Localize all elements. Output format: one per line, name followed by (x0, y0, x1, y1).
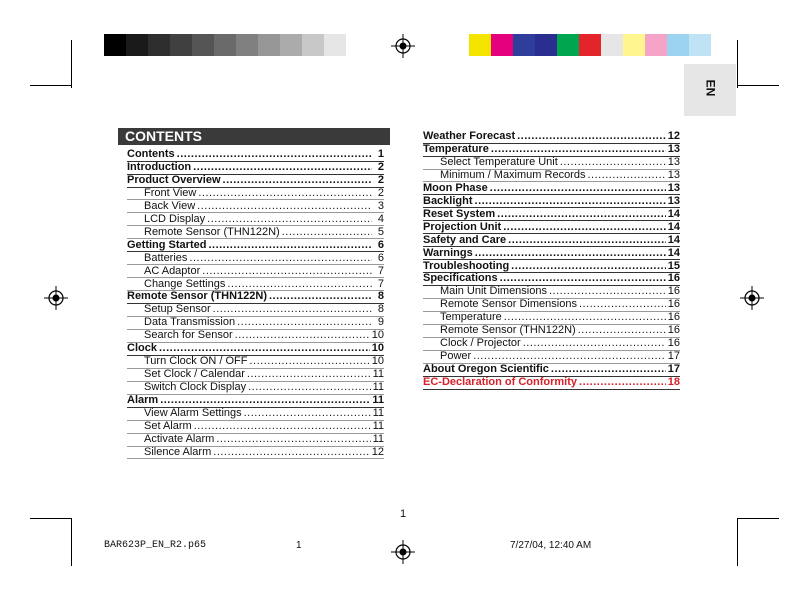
color-swatch (469, 34, 491, 56)
toc-entry-label: Data Transmission (144, 316, 236, 329)
toc-entry[interactable] (423, 234, 680, 247)
color-swatch (104, 34, 126, 56)
toc-entry-label: Main Unit Dimensions (440, 285, 547, 298)
toc-entry-label: Temperature (423, 142, 489, 155)
toc-entry-label: Introduction (127, 160, 192, 173)
toc-leader-dots (517, 130, 666, 143)
registration-mark-icon (391, 34, 415, 58)
toc-entry-page: 11 (372, 394, 384, 407)
toc-entry-page: 14 (667, 220, 680, 233)
toc-entry[interactable] (127, 174, 384, 187)
toc-leader-dots (475, 195, 666, 208)
toc-entry-page: 17 (667, 363, 680, 376)
toc-entry-page: 8 (377, 303, 384, 316)
color-swatch (513, 34, 535, 56)
registration-mark-icon (391, 540, 415, 564)
crop-mark (737, 518, 738, 566)
toc-entry[interactable] (423, 247, 680, 260)
toc-entry-page: 18 (667, 376, 680, 389)
toc-entry[interactable] (440, 337, 680, 350)
color-swatch (557, 34, 579, 56)
toc-entry-label: View Alarm Settings (144, 407, 242, 419)
toc-entry[interactable] (127, 290, 384, 303)
toc-entry-page: 13 (667, 155, 680, 168)
toc-entry[interactable] (144, 381, 384, 394)
language-tab-label: EN (703, 79, 718, 97)
toc-entry[interactable] (144, 226, 384, 239)
color-swatch (601, 34, 623, 56)
toc-entry-page: 3 (377, 199, 384, 212)
toc-entry-page: 7 (377, 277, 384, 290)
crop-mark (737, 518, 779, 519)
toc-entry-label: Set Clock / Calendar (144, 368, 245, 381)
grayscale-bar (104, 34, 346, 56)
toc-entry[interactable] (127, 161, 384, 174)
toc-leader-dots (202, 265, 372, 278)
toc-entry-label: About Oregon Scientific (423, 363, 549, 376)
toc-entry-page: 2 (377, 186, 384, 199)
toc-entry[interactable] (144, 420, 384, 433)
toc-entry[interactable] (144, 368, 384, 381)
toc-leader-dots (579, 376, 666, 389)
toc-entry-page: 16 (667, 298, 680, 311)
toc-entry-page: 16 (667, 311, 680, 324)
toc-entry-page: 16 (667, 337, 680, 350)
toc-entry-label: Weather Forecast (423, 130, 516, 142)
toc-entry[interactable] (423, 272, 680, 285)
toc-entry-label: AC Adaptor (144, 264, 201, 277)
toc-entry-page: 11 (372, 381, 384, 394)
toc-entry[interactable] (440, 311, 680, 324)
toc-entry-page: 1 (377, 148, 384, 160)
toc-entry[interactable] (144, 187, 384, 200)
toc-entry-label: Alarm (127, 394, 159, 407)
toc-entry-page: 16 (667, 324, 680, 337)
toc-entry-page: 6 (377, 251, 384, 264)
toc-entry-label: Projection Unit (423, 220, 502, 233)
toc-entry-page: 9 (377, 316, 384, 329)
crop-mark (737, 85, 779, 86)
toc-entry-page: 5 (377, 225, 384, 238)
language-tab (684, 64, 736, 116)
toc-entry-page: 7 (377, 264, 384, 277)
toc-entry[interactable] (423, 363, 680, 376)
toc-entry-label: Specifications (423, 272, 498, 285)
toc-entry-label: Getting Started (127, 238, 207, 251)
toc-entry-label: Remote Sensor (THN122N) (144, 225, 280, 238)
toc-leader-dots (213, 303, 372, 316)
toc-leader-dots (500, 272, 666, 285)
toc-leader-dots (189, 252, 372, 265)
toc-entry-page: 11 (372, 419, 384, 432)
toc-entry-page: 2 (377, 160, 384, 173)
toc-entry-page: 11 (372, 432, 384, 445)
color-swatch (236, 34, 258, 56)
toc-entry-label: Remote Sensor (THN122N) (127, 290, 267, 303)
page-number: 1 (400, 508, 407, 520)
toc-entry[interactable] (423, 143, 680, 156)
toc-leader-dots (235, 329, 370, 342)
color-swatch (623, 34, 645, 56)
color-swatch (667, 34, 689, 56)
toc-entry[interactable] (144, 446, 384, 459)
toc-entry[interactable] (440, 350, 680, 363)
toc-leader-dots (490, 182, 666, 195)
toc-leader-dots (197, 200, 372, 213)
toc-entry-label: EC-Declaration of Conformity (423, 376, 578, 389)
toc-entry[interactable] (144, 213, 384, 226)
color-swatch (192, 34, 214, 56)
registration-mark-icon (740, 286, 764, 310)
color-swatch (689, 34, 711, 56)
toc-leader-dots (269, 290, 372, 303)
toc-entry-label: Turn Clock ON / OFF (144, 355, 248, 368)
toc-leader-dots (177, 148, 372, 161)
toc-entry[interactable] (144, 252, 384, 265)
toc-entry-label: Safety and Care (423, 233, 507, 246)
toc-entry[interactable] (423, 376, 680, 389)
toc-entry-page: 14 (667, 246, 680, 259)
toc-leader-dots (587, 169, 665, 182)
toc-entry[interactable] (440, 156, 680, 169)
toc-divider (127, 458, 384, 459)
toc-entry[interactable] (127, 394, 384, 407)
toc-entry[interactable] (423, 208, 680, 221)
toc-entry[interactable] (144, 200, 384, 213)
toc-entry-label: Select Temperature Unit (440, 155, 558, 168)
color-swatch (280, 34, 302, 56)
color-swatch (214, 34, 236, 56)
color-swatch (148, 34, 170, 56)
toc-entry-label: Remote Sensor (THN122N) (440, 324, 576, 337)
toc-entry-label: Back View (144, 199, 196, 212)
toc-leader-dots (560, 156, 666, 169)
toc-entry-page: 6 (377, 238, 384, 251)
crop-mark (30, 85, 72, 86)
toc-entry-label: Warnings (423, 246, 473, 259)
toc-entry-page: 17 (667, 350, 680, 363)
toc-entry-label: Clock / Projector (440, 337, 521, 350)
toc-entry[interactable] (423, 260, 680, 273)
toc-leader-dots (194, 420, 371, 433)
toc-entry[interactable] (144, 355, 384, 368)
toc-entry-page: 11 (372, 368, 384, 381)
crop-mark (30, 518, 72, 519)
toc-leader-dots (198, 187, 372, 200)
toc-entry-label: Set Alarm (144, 419, 192, 432)
toc-entry-page: 15 (667, 259, 680, 272)
footer-filename: BAR623P_EN_R2.p65 (104, 540, 207, 551)
toc-entry-label: Activate Alarm (144, 432, 215, 445)
toc-leader-dots (551, 363, 666, 376)
contents-heading: CONTENTS (118, 128, 390, 145)
color-bar (469, 34, 711, 56)
toc-entry-page: 10 (371, 355, 384, 368)
toc-leader-dots (282, 226, 372, 239)
toc-leader-dots (497, 208, 666, 221)
toc-leader-dots (248, 381, 370, 394)
toc-entry[interactable] (440, 324, 680, 337)
toc-leader-dots (511, 260, 666, 273)
toc-leader-dots (208, 239, 372, 252)
toc-entry[interactable] (144, 433, 384, 446)
toc-entry-label: Minimum / Maximum Records (440, 168, 586, 181)
toc-entry[interactable] (423, 221, 680, 234)
toc-entry-page: 8 (377, 290, 384, 303)
color-swatch (302, 34, 324, 56)
toc-entry-label: Temperature (440, 311, 502, 324)
toc-entry-page: 10 (371, 329, 384, 342)
color-swatch (324, 34, 346, 56)
toc-entry-label: LCD Display (144, 212, 206, 225)
toc-entry[interactable] (144, 303, 384, 316)
toc-leader-dots (503, 221, 666, 234)
toc-leader-dots (578, 324, 666, 337)
toc-entry[interactable] (423, 130, 680, 143)
toc-leader-dots (193, 161, 372, 174)
toc-entry-label: Contents (127, 148, 175, 160)
toc-entry-page: 11 (372, 407, 384, 419)
toc-divider (423, 389, 680, 390)
toc-leader-dots (504, 311, 666, 324)
toc-entry-page: 4 (377, 212, 384, 225)
toc-leader-dots (216, 433, 370, 446)
footer-datetime: 7/27/04, 12:40 AM (510, 540, 592, 551)
toc-entry-page: 14 (667, 233, 680, 246)
toc-entry-label: Product Overview (127, 173, 221, 186)
toc-entry[interactable] (423, 182, 680, 195)
toc-entry[interactable] (144, 278, 384, 291)
toc-leader-dots (207, 213, 372, 226)
toc-leader-dots (244, 407, 371, 420)
toc-entry-label: Moon Phase (423, 181, 488, 194)
toc-entry[interactable] (127, 342, 384, 355)
toc-entry[interactable] (144, 329, 384, 342)
toc-entry[interactable] (440, 285, 680, 298)
toc-entry-page: 13 (667, 142, 680, 155)
color-swatch (535, 34, 557, 56)
toc-entry-label: Clock (127, 342, 157, 355)
color-swatch (491, 34, 513, 56)
color-swatch (579, 34, 601, 56)
toc-entry-label: Reset System (423, 207, 496, 220)
toc-entry[interactable] (144, 265, 384, 278)
toc-entry-label: Silence Alarm (144, 445, 212, 458)
toc-entry[interactable] (440, 169, 680, 182)
toc-entry-page: 2 (377, 173, 384, 186)
toc-entry-page: 14 (667, 207, 680, 220)
registration-mark-icon (44, 286, 68, 310)
toc-entry-label: Remote Sensor Dimensions (440, 298, 577, 311)
color-swatch (126, 34, 148, 56)
toc-leader-dots (247, 368, 371, 381)
toc-leader-dots (508, 234, 666, 247)
color-swatch (645, 34, 667, 56)
toc-entry[interactable] (144, 407, 384, 420)
toc-entry-label: Front View (144, 186, 197, 199)
toc-leader-dots (473, 350, 666, 363)
toc-entry-page: 12 (371, 445, 384, 458)
toc-entry-label: Troubleshooting (423, 259, 510, 272)
toc-leader-dots (491, 143, 666, 156)
toc-entry[interactable] (144, 316, 384, 329)
footer-page: 1 (296, 540, 302, 551)
toc-entry-label: Setup Sensor (144, 303, 211, 316)
toc-entry[interactable] (423, 195, 680, 208)
toc-leader-dots (227, 278, 372, 291)
toc-entry-label: Batteries (144, 251, 188, 264)
crop-mark (71, 40, 72, 88)
toc-entry-label: Switch Clock Display (144, 381, 247, 394)
toc-entry-page: 10 (371, 342, 384, 355)
crop-mark (737, 40, 738, 88)
toc-entry-page: 16 (667, 285, 680, 298)
toc-entry-label: Power (440, 350, 472, 363)
toc-entry-page: 12 (667, 130, 680, 142)
toc-entry-page: 13 (667, 181, 680, 194)
crop-mark (71, 518, 72, 566)
toc-entry[interactable] (440, 298, 680, 311)
toc-entry[interactable] (127, 148, 384, 161)
toc-leader-dots (523, 337, 666, 350)
toc-entry-page: 13 (667, 194, 680, 207)
toc-leader-dots (159, 342, 370, 355)
color-swatch (258, 34, 280, 56)
color-swatch (170, 34, 192, 56)
toc-leader-dots (237, 316, 372, 329)
toc-leader-dots (213, 446, 369, 459)
toc-leader-dots (223, 174, 372, 187)
toc-leader-dots (549, 285, 666, 298)
toc-entry-label: Search for Sensor (144, 329, 233, 342)
toc-leader-dots (475, 247, 666, 260)
toc-entry-page: 13 (667, 168, 680, 181)
toc-entry-label: Change Settings (144, 277, 226, 290)
toc-entry[interactable] (127, 239, 384, 252)
toc-entry-label: Backlight (423, 194, 473, 207)
toc-leader-dots (250, 355, 370, 368)
toc-leader-dots (579, 298, 666, 311)
toc-leader-dots (160, 394, 370, 407)
toc-entry-page: 16 (667, 272, 680, 285)
